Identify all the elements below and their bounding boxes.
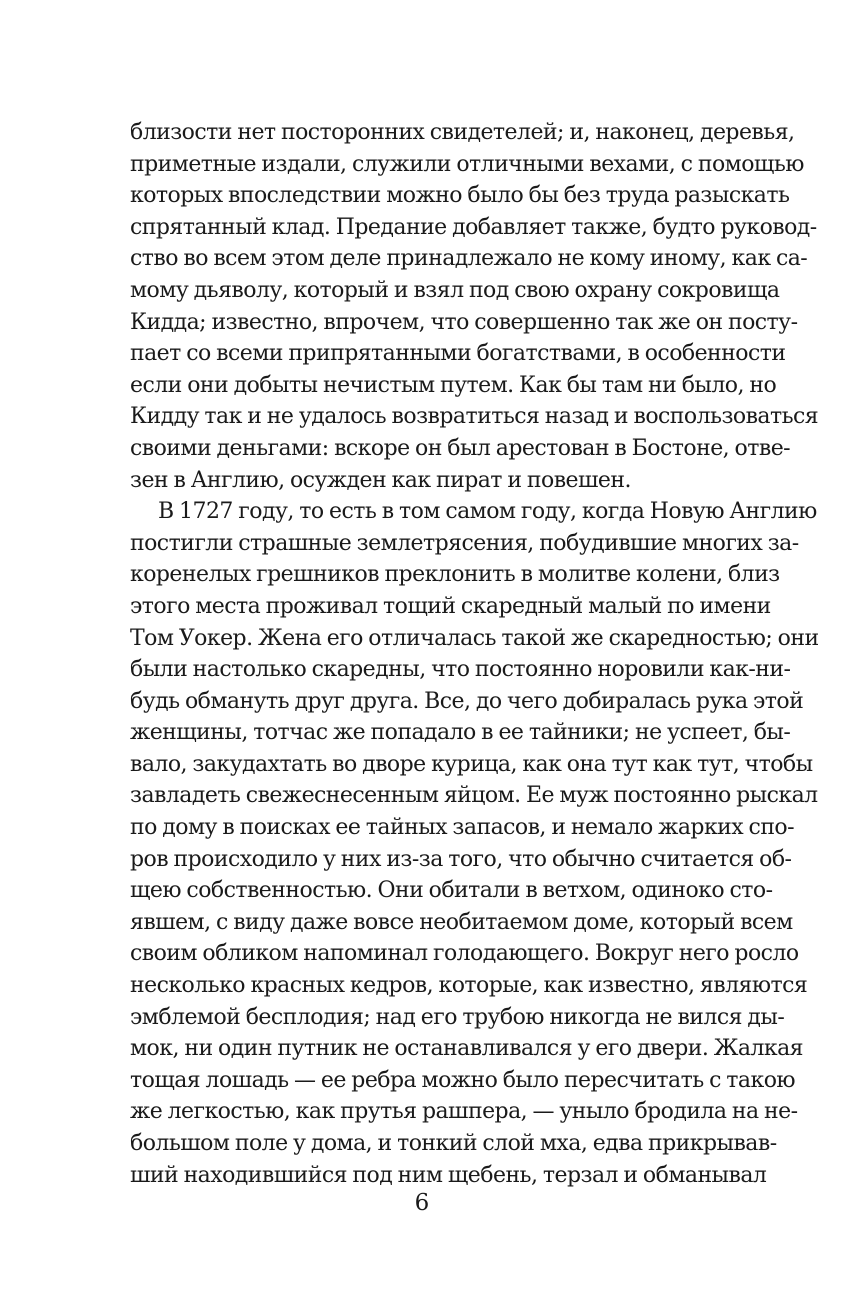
body-text: [130, 117, 819, 1191]
text-line: ров происходило у них из-за того, что обычно считается об-: [130, 846, 792, 872]
text-line: В 1727 году, то есть в том самом году, когда Новую Англию: [158, 499, 817, 525]
text-line: пает со всеми припрятанными богатствами, в особенности: [130, 341, 786, 367]
text-line: тощая лошадь — ее ребра можно было пересчитать с такою: [130, 1067, 795, 1093]
text-line: были настолько скаредны, что постоянно норовили как-ни-: [130, 657, 791, 683]
text-line: этого места проживал тощий скаредный малый по имени: [130, 593, 771, 619]
text-line: большом поле у дома, и тонкий слой мха, едва прикрывав-: [130, 1131, 777, 1156]
text-line: вало, закудахтать во дворе курица, как она тут как тут, чтобы: [130, 751, 813, 777]
text-line: Том Уокер. Жена его отличалась такой же скаредностью; они: [130, 625, 819, 651]
text-line: приметные издали, служили отличными вехами, с помощью: [130, 151, 804, 177]
text-line: своим обликом напоминал голодающего. Вокруг него росло: [130, 941, 799, 967]
text-line: мому дьяволу, который и взял под свою охрану сокровища: [130, 277, 780, 303]
text-line: коренелых грешников преклонить в молитве колени, близ: [130, 562, 780, 588]
text-line: по дому в поисках ее тайных запасов, и немало жарких спо-: [130, 815, 795, 841]
page-number: 6: [414, 1190, 430, 1216]
text-line: ство во всем этом деле принадлежало не кому иному, как са-: [130, 246, 808, 272]
paragraph-1: [130, 117, 819, 496]
text-line: близости нет посторонних свидетелей; и, наконец, деревья,: [130, 120, 795, 145]
text-line: женщины, тотчас же попадало в ее тайники; не успеет, бы-: [130, 720, 791, 746]
text-line: же легкостью, как прутья рашпера, — уныло бродила на не-: [130, 1099, 798, 1125]
text-line: ший находившийся под ним щебень, терзал и обманывал: [130, 1162, 767, 1188]
text-line: Кидду так и не удалось возвратиться назад и воспользоваться: [130, 404, 819, 430]
text-line: будь обмануть друг друга. Все, до чего добиралась рука этой: [130, 688, 804, 714]
text-line: мок, ни один путник не останавливался у его двери. Жалкая: [130, 1036, 803, 1062]
text-line: своими деньгами: вскоре он был арестован в Бостоне, отве-: [130, 435, 791, 461]
text-line: постигли страшные землетрясения, побудившие многих за-: [130, 530, 799, 556]
paragraph-2: [130, 496, 819, 1191]
text-line: зен в Англию, осужден как пират и повешен.: [130, 467, 631, 493]
text-line: спрятанный клад. Предание добавляет также, будто руковод-: [130, 214, 817, 240]
text-line: завладеть свежеснесенным яйцом. Ее муж постоянно рыскал: [130, 783, 818, 809]
text-line: несколько красных кедров, которые, как известно, являются: [130, 973, 808, 999]
text-line: явшем, с виду даже вовсе необитаемом доме, который всем: [130, 909, 793, 935]
text-line: которых впоследствии можно было бы без труда разыскать: [130, 183, 790, 209]
text-line: эмблемой бесплодия; над его трубою никогда не вился ды-: [130, 1004, 785, 1030]
text-line: щею собственностью. Они обитали в ветхом, одиноко сто-: [130, 878, 773, 904]
text-line: если они добыты нечистым путем. Как бы там ни было, но: [130, 372, 777, 398]
text-line: Кидда; известно, впрочем, что совершенно так же он посту-: [130, 309, 798, 335]
